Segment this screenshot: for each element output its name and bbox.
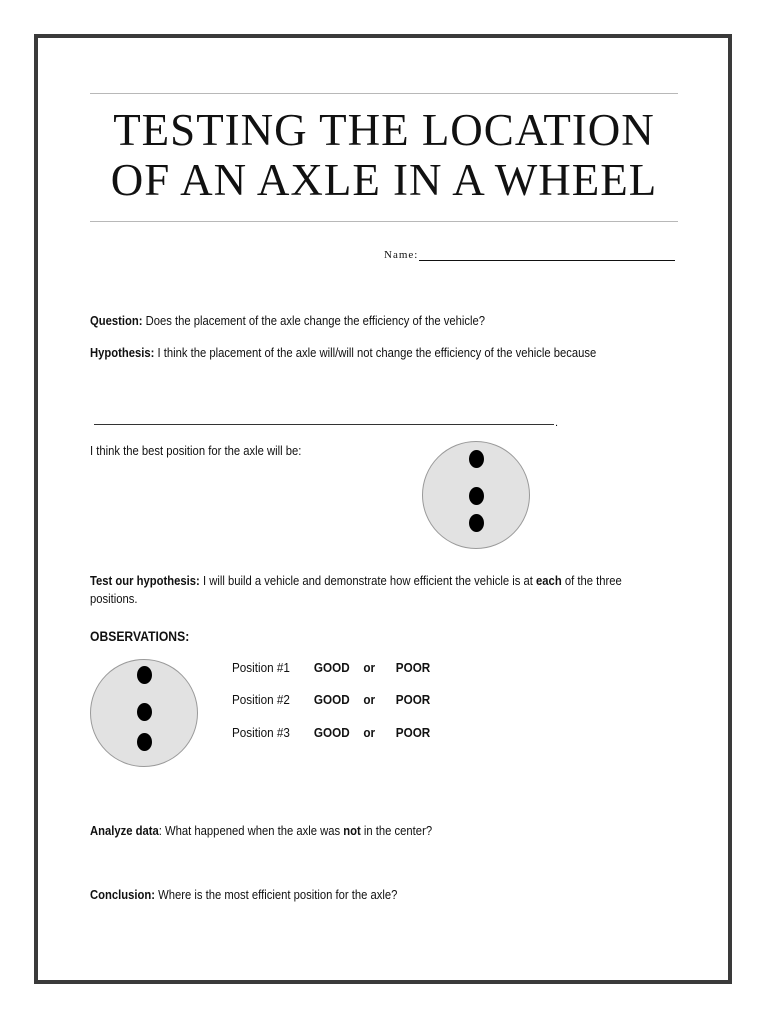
axle-position-bottom: [469, 514, 484, 532]
good-option[interactable]: GOOD: [313, 725, 350, 740]
question-label: Question:: [90, 314, 143, 328]
test-label: Test our hypothesis:: [90, 574, 200, 588]
or-text: or: [363, 692, 376, 707]
conclusion-label: Conclusion:: [90, 888, 155, 902]
name-field: [384, 248, 675, 261]
wheel-diagram-observations: [90, 659, 198, 767]
good-option[interactable]: GOOD: [313, 660, 350, 675]
wheel-diagram-top: [422, 441, 530, 549]
question-body: Does the placement of the axle change the efficiency of the vehicle?: [142, 314, 486, 328]
analyze-emphasis: not: [343, 824, 361, 838]
analyze-label: Analyze data: [90, 824, 159, 838]
axle-position-center: [469, 487, 484, 505]
title-bottom-rule: [90, 221, 678, 222]
best-position-text: I think the best position for the axle will be:: [90, 444, 302, 458]
test-emphasis: each: [536, 574, 562, 588]
title-line-2: OF AN AXLE IN A WHEEL: [110, 155, 658, 205]
axle-position-3: [137, 733, 152, 751]
test-body-1: I will build a vehicle and demonstrate how efficient the vehicle is at: [199, 574, 537, 588]
or-text: or: [363, 660, 376, 675]
analyze-data-text: [90, 822, 432, 840]
title-line-1: TESTING THE LOCATION: [113, 105, 655, 155]
test-body-2: of the three positions.: [90, 574, 622, 606]
poor-option[interactable]: POOR: [395, 725, 431, 740]
hypothesis-body: I think the placement of the axle will/will not change the efficiency of the vehicle because: [154, 346, 597, 360]
poor-option[interactable]: POOR: [395, 660, 431, 675]
observations-heading: [90, 628, 189, 646]
conclusion-text: [90, 886, 397, 904]
observations-label: OBSERVATIONS:: [90, 629, 190, 644]
axle-position-1: [137, 666, 152, 684]
position-label: Position #3: [232, 725, 290, 740]
page-title: [90, 105, 678, 205]
hypothesis-blank-period: .: [555, 417, 559, 429]
name-blank-line[interactable]: [419, 248, 675, 261]
or-text: or: [363, 725, 376, 740]
conclusion-body: Where is the most efficient position for the axle?: [154, 888, 398, 902]
test-hypothesis-text: [90, 572, 666, 608]
analyze-body-2: in the center?: [360, 824, 433, 838]
hypothesis-label: Hypothesis:: [90, 346, 155, 360]
question-text: [90, 312, 485, 330]
analyze-body-1: : What happened when the axle was: [158, 824, 344, 838]
poor-option[interactable]: POOR: [395, 692, 431, 707]
position-label: Position #2: [232, 692, 290, 707]
title-top-rule: [90, 93, 678, 94]
name-label: Name:: [384, 249, 419, 261]
hypothesis-blank-line[interactable]: [94, 424, 554, 425]
good-option[interactable]: GOOD: [313, 692, 350, 707]
axle-position-2: [137, 703, 152, 721]
hypothesis-text: [90, 344, 596, 362]
position-label: Position #1: [232, 660, 290, 675]
axle-position-top: [469, 450, 484, 468]
